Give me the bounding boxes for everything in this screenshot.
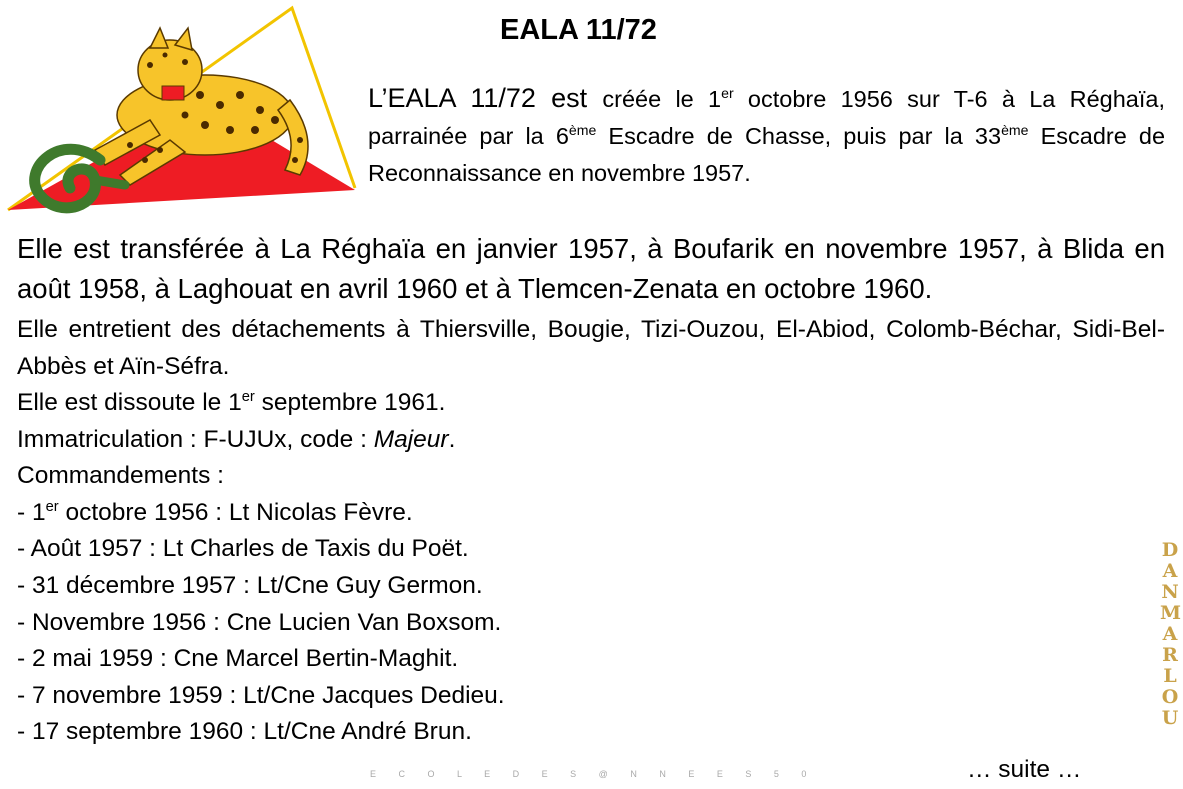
- intro-text: octobre 1956 sur T-6 à La Réghaïa, parrainée par la 6: [368, 86, 1166, 149]
- command-item: - Novembre 1956 : Cne Lucien Van Boxsom.: [17, 608, 502, 636]
- main-body: [17, 229, 1165, 751]
- page-title: EALA 11/72: [500, 14, 657, 46]
- commands-heading: Commandements :: [17, 462, 224, 490]
- callsign-code: Majeur: [373, 425, 449, 453]
- dissolution-text: septembre 1961.: [254, 389, 446, 416]
- superscript: ème: [568, 122, 597, 139]
- superscript: er: [241, 388, 255, 405]
- intro-text: Escadre de Chasse, puis par la 33: [596, 123, 1002, 149]
- dissolution-text: Elle est dissoute le 1: [17, 389, 242, 416]
- intro-text: Escadre de Reconnaissance en novembre 1957.: [368, 123, 1166, 186]
- command-text: octobre 1956 : Lt Nicolas Fèvre.: [58, 498, 413, 526]
- continued-label: … suite …: [967, 756, 1082, 783]
- squadron-insignia: [0, 0, 360, 225]
- command-item: - 7 novembre 1959 : Lt/Cne Jacques Dedieu.: [17, 681, 505, 709]
- superscript: ème: [1001, 122, 1029, 139]
- superscript: er: [721, 85, 734, 102]
- watermark: E C O L E D E S @ N N E E S 5 0: [370, 769, 817, 779]
- command-item: [17, 495, 1165, 532]
- command-item: - 2 mai 1959 : Cne Marcel Bertin-Maghit.: [17, 645, 459, 673]
- intro-paragraph: [368, 80, 1165, 192]
- command-text: - 1: [17, 498, 46, 526]
- command-item: - 17 septembre 1960 : Lt/Cne André Brun.: [17, 718, 472, 746]
- superscript: er: [45, 498, 59, 515]
- command-item: - 31 décembre 1957 : Lt/Cne Guy Germon.: [17, 571, 483, 599]
- registration-line: [17, 422, 1165, 459]
- transfers-paragraph: Elle est transférée à La Réghaïa en janvier 1957, à Boufarik en novembre 1957, à Blida en août 1958, à Laghouat en avril 1960 et à Tlemcen-Zenata en octobre 1960.: [17, 233, 1165, 304]
- registration-text: .: [448, 425, 456, 453]
- intro-text: créée le 1: [602, 86, 722, 112]
- registration-text: Immatriculation : F-UJUx, code :: [17, 425, 374, 453]
- author-mark: DANMARLOU: [1160, 539, 1182, 729]
- dissolution-line: [17, 385, 1165, 422]
- intro-text-lead: L’EALA 11/72 est: [368, 83, 603, 113]
- command-item: - Août 1957 : Lt Charles de Taxis du Poët.: [17, 535, 469, 563]
- detachments-paragraph: Elle entretient des détachements à Thiersville, Bougie, Tizi-Ouzou, El-Abiod, Colomb-Béchar, Sidi-Bel-Abbès et Aïn-Séfra.: [17, 316, 1165, 380]
